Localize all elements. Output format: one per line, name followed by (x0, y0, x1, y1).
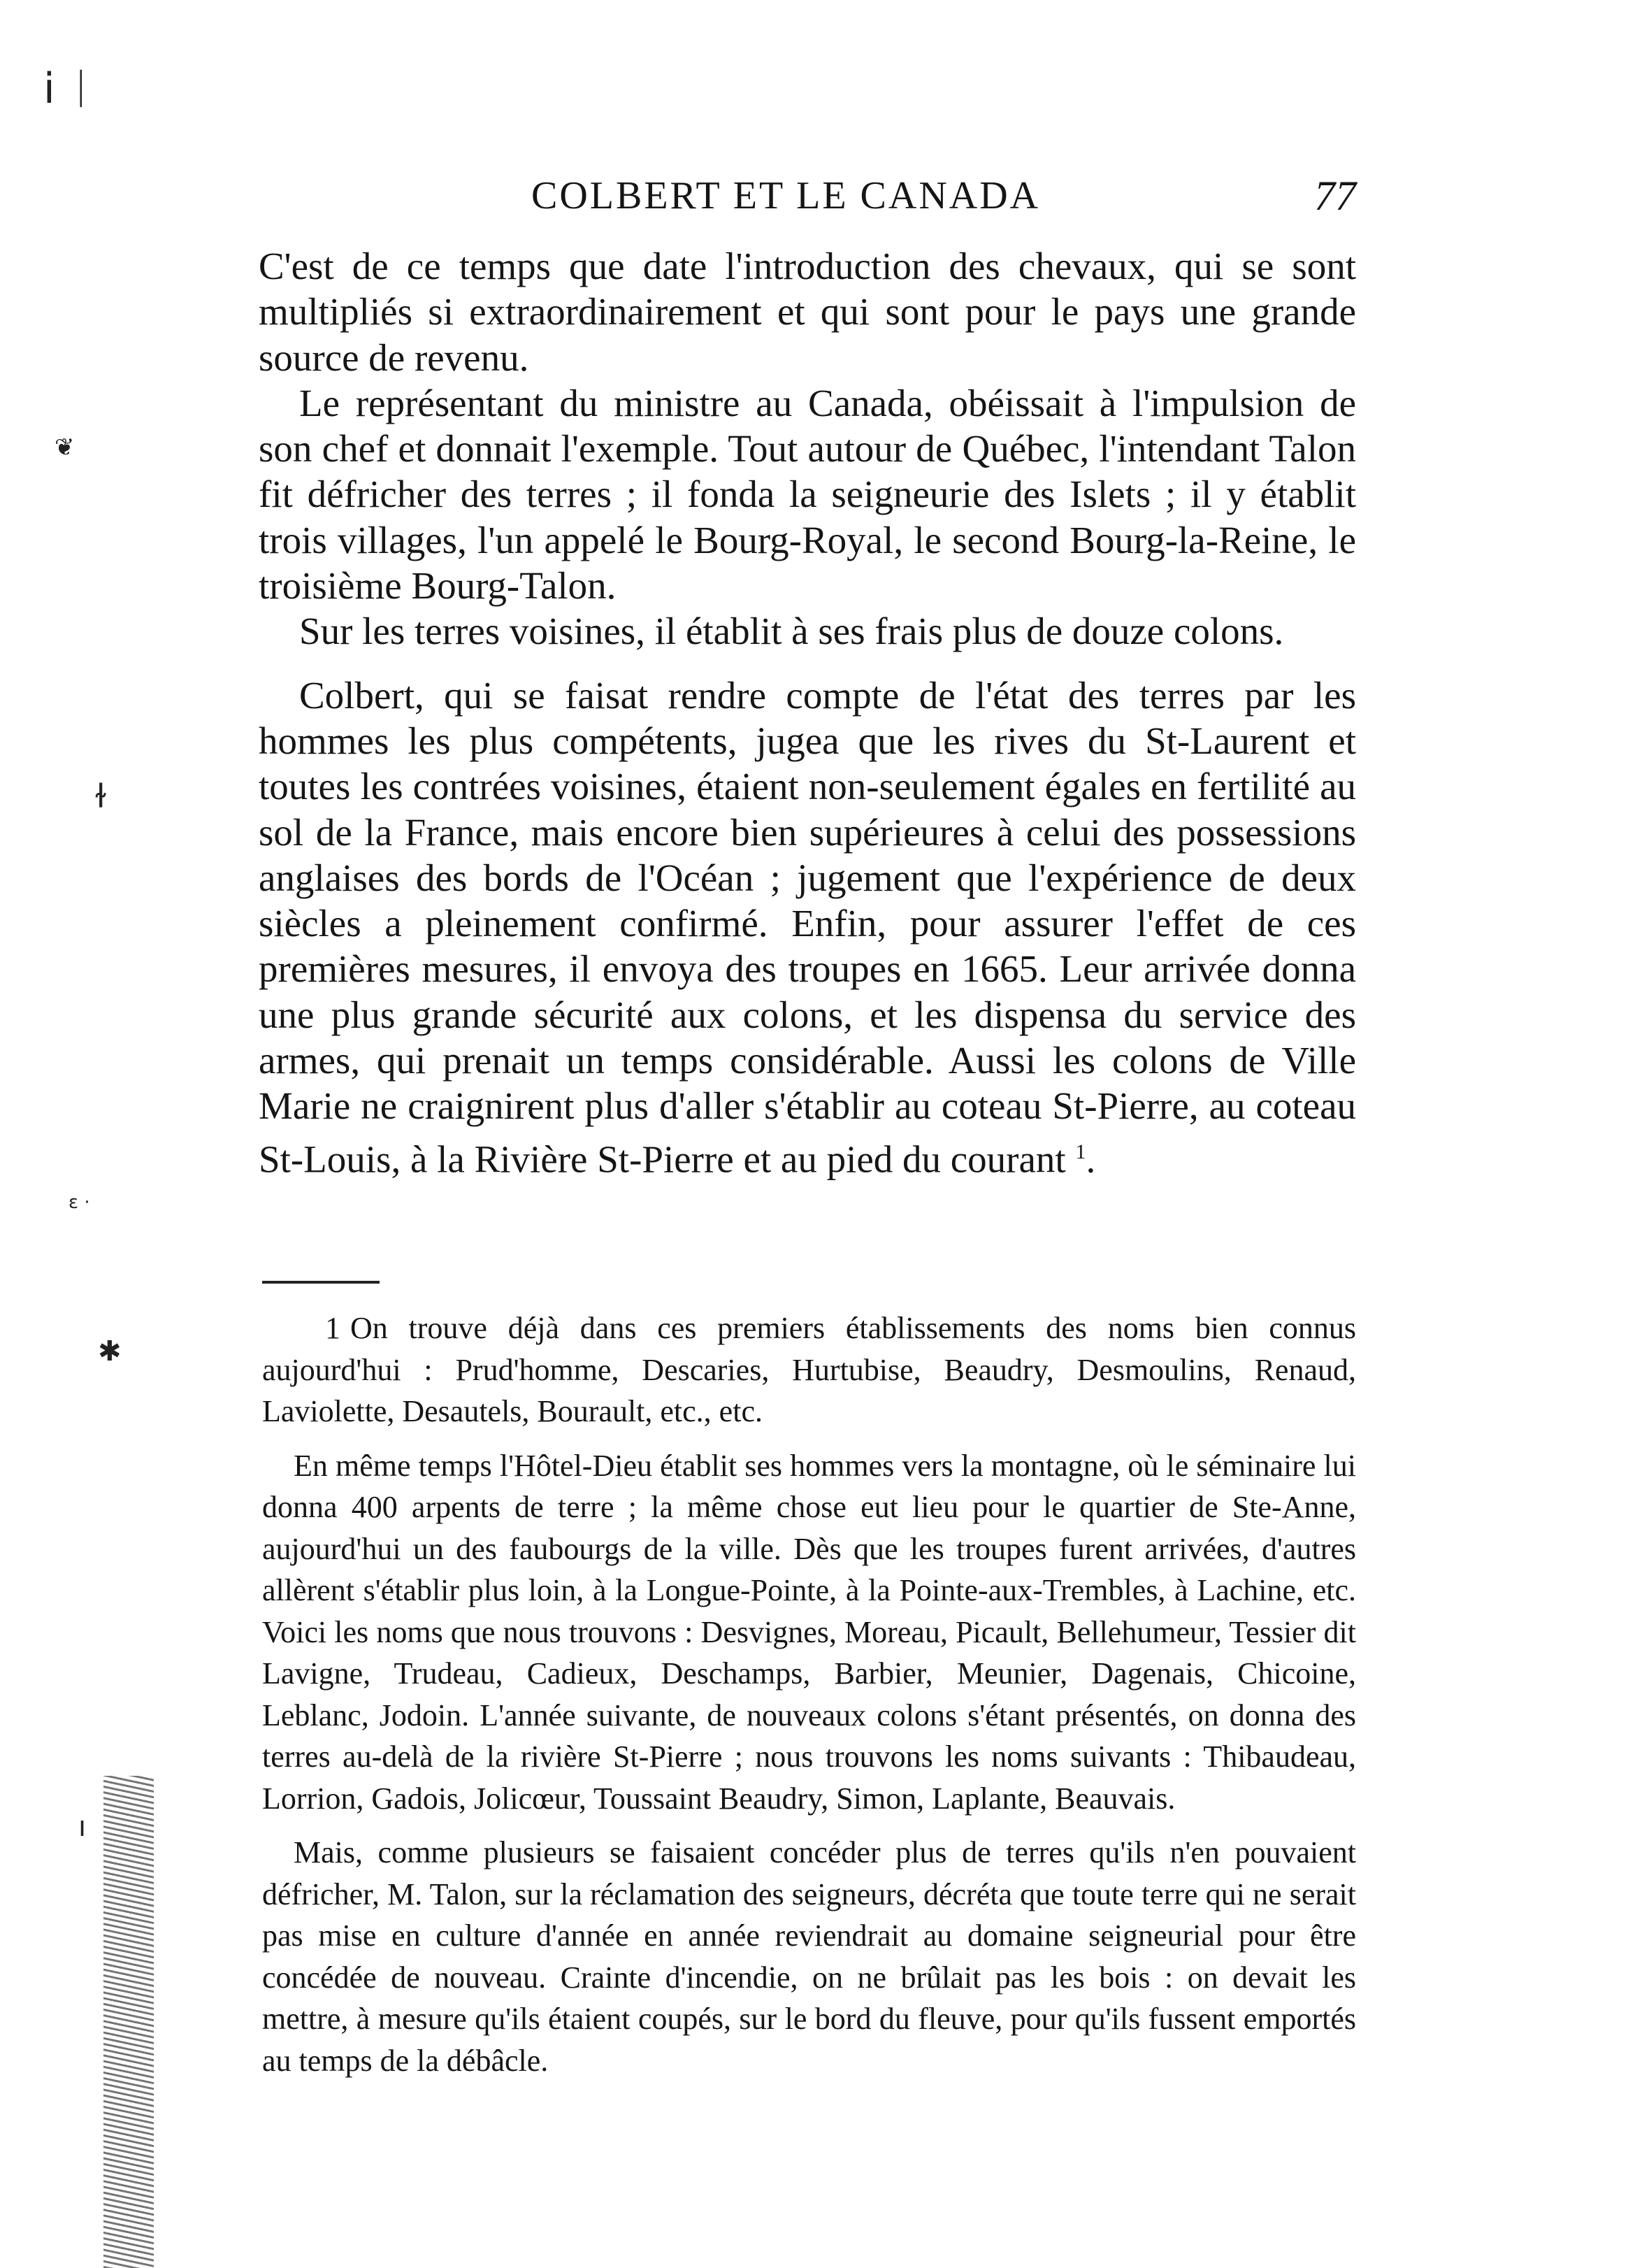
binding-edge-shadow (103, 1776, 154, 2268)
paragraph: Le représentant du ministre au Canada, obéissait à l'impulsion de son chef et donnait l'exemple. Tout autour de Québec, l'intendant Talon fit défricher des terres ; il fonda la seigneurie des Islets ; il y établit trois villages, l'un appelé le Bourg-Royal, le second Bourg-la-Reine, le troisième Bourg-Talon. (259, 381, 1356, 608)
footnote-paragraph: Mais, comme plusieurs se faisaient concéder plus de terres qu'ils n'en pouvaient défricher, M. Talon, sur la réclamation des seigneurs, décréta que toute terre qui ne serait pas mise en culture d'année en année reviendrait au domaine seigneurial pour être concédée de nouveau. Crainte d'incendie, on ne brûlait pas les bois : on devait les mettre, à mesure qu'ils étaient coupés, sur le bord du fleuve, pour qu'ils fussent emportés au temps de la débâcle. (262, 1835, 1356, 2078)
main-text (259, 243, 1356, 1182)
paragraph: Sur les terres voisines, il établit à ses frais plus de douze colons. (299, 610, 1284, 653)
page-number: 77 (1314, 173, 1356, 219)
footnote-reference[interactable]: 1 (1075, 1140, 1086, 1163)
margin-scan-mark: ɛ · (69, 1192, 90, 1213)
footnotes (262, 1307, 1356, 2081)
footnote-paragraph: En même temps l'Hôtel-Dieu établit ses hommes vers la montagne, où le séminaire lui donna 400 arpents de terre ; la même chose eut lieu pour le quartier de Ste-Anne, aujourd'hui un des faubourgs de la ville. Dès que les troupes furent arrivées, d'autres allèrent s'établir plus loin, à la Longue-Pointe, à la Pointe-aux-Trembles, à Lachine, etc. Voici les noms que nous trouvons : Desvignes, Moreau, Picault, Bellehumeur, Tessier dit Lavigne, Trudeau, Cadieux, Deschamps, Barbier, Meunier, Dagenais, Chicoine, Leblanc, Jodoin. L'année suivante, de nouveaux colons s'étant présentés, on donna des terres au-delà de la rivière St-Pierre ; nous trouvons les noms suivants : Thibaudeau, Lorrion, Gadois, Jolicœur, Toussaint Beaudry, Simon, Laplante, Beauvais. (262, 1448, 1356, 1816)
margin-scan-mark: ✱ (98, 1335, 122, 1368)
paragraph: C'est de ce temps que date l'introduction des chevaux, qui se sont multipliés si extraordinairement et qui sont pour le pays une grande source de revenu. (259, 245, 1356, 379)
margin-scan-mark: ⅰ ᛁ (43, 64, 94, 113)
footnote-marker: 1 (325, 1311, 340, 1345)
margin-scan-mark: ɫ (94, 777, 108, 815)
footnote-text: On trouve déjà dans ces premiers établissements des noms bien connus aujourd'hui : Prud'homme, Descaries, Hurtubise, Beaudry, Desmoulins, Renaud, Laviolette, Desautels, Bourault, etc., etc. (262, 1311, 1356, 1428)
footnote (262, 1307, 1356, 1433)
running-title: COLBERT ET LE CANADA (531, 174, 1041, 217)
margin-scan-mark: ❦ (55, 433, 75, 461)
paragraph: Colbert, qui se faisat rendre compte de l'état des terres par les hommes les plus compétents, jugea que les rives du St-Laurent et toutes les contrées voisines, étaient non-seulement égales en fertilité au sol de la France, mais encore bien supérieures à celui des possessions anglaises des bords de l'Océan ; jugement que l'expérience de deux siècles a pleinement confirmé. Enfin, pour assurer l'effet de ces premières mesures, il envoya des troupes en 1665. Leur arrivée donna une plus grande sécurité aux colons, et les dispensa du service des armes, qui prenait un temps considérable. Aussi les colons de Ville Marie ne craignirent plus d'aller s'établir au coteau St-Pierre, au coteau St-Louis, à la Rivière St-Pierre et au pied du courant $^1$. (259, 673, 1356, 1180)
page-header (266, 168, 1356, 224)
paragraph-text: Colbert, qui se faisat rendre compte de l'état des terres par les hommes les plus compétents, jugea que les rives du St-Laurent et toutes les contrées voisines, étaient non-seulement égales en fertilité au sol de la France, mais encore bien supérieures à celui des possessions anglaises des bords de l'Océan ; jugement que l'expérience de deux siècles a pleinement confirmé. Enfin, pour assurer l'effet de ces premières mesures, il envoya des troupes en 1665. Leur arrivée donna une plus grande sécurité aux colons, et les dispensa du service des armes, qui prenait un temps considérable. Aussi les colons de Ville Marie ne craignirent plus d'aller s'établir au coteau St-Pierre, au coteau St-Louis, à la Rivière St-Pierre et au pied du courant (259, 673, 1356, 1180)
footnote-rule (262, 1281, 380, 1284)
margin-scan-mark: ı (78, 1811, 87, 1843)
